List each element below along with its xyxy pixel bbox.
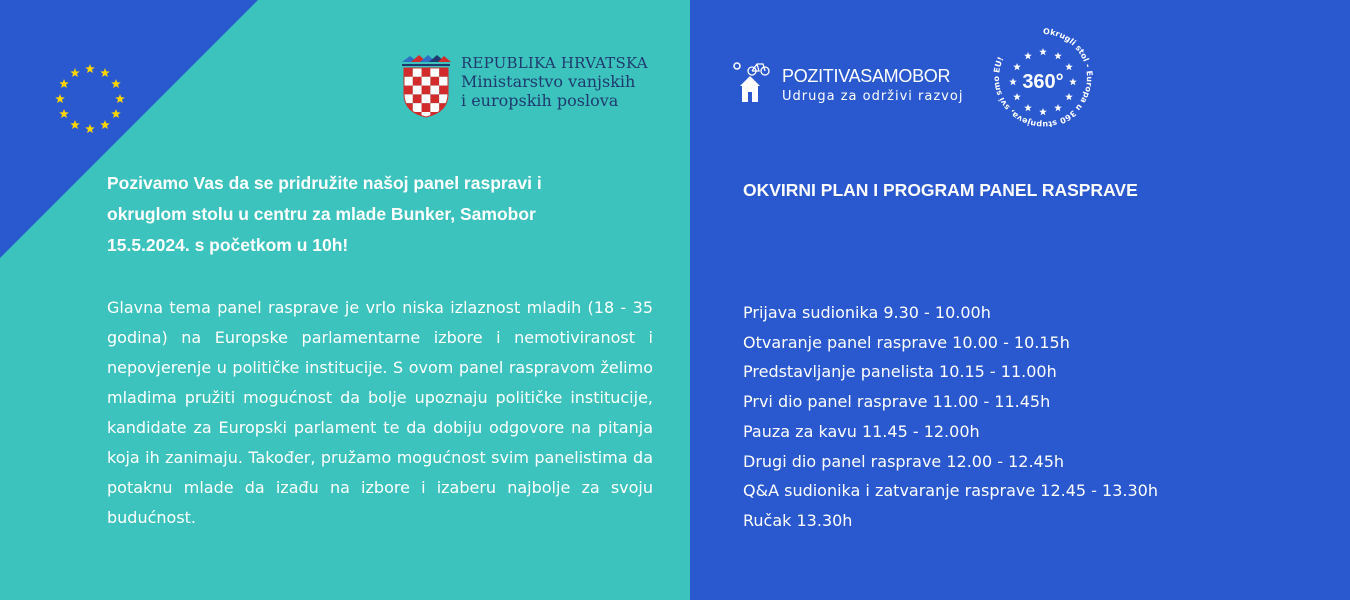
okrugli-stol-360-logo [993,28,1093,136]
program-item: Q&A sudionika i zatvaranje rasprave 12.45 - 13.30h [743,481,1158,501]
invitation-line: okruglom stolu u centru za mlade Bunker, Samobor [107,204,536,224]
program-title: OKVIRNI PLAN I PROGRAM PANEL RASPRAVE [743,180,1138,200]
ministry-name-line1: Ministarstvo vanjskih [461,72,636,91]
partner-tagline: Udruga za održivi razvoj [782,89,964,104]
invitation-line: Pozivamo Vas da se pridružite našoj panel raspravi i [107,173,542,193]
program-item: Ručak 13.30h [743,510,853,530]
ministry-name-line2: i europskih poslova [461,91,619,110]
program-item: Drugi dio panel rasprave 12.00 - 12.45h [743,451,1065,471]
program-item: Pauza za kavu 11.45 - 12.00h [743,421,980,441]
croatian-coat-of-arms-icon [400,54,452,118]
ministry-logo [400,54,680,124]
invitation-line: 15.5.2024. s početkom u 10h! [107,235,349,255]
logo-360-number: 360° [1022,71,1064,93]
invitation-heading [107,168,667,261]
program-item: Otvaranje panel rasprave 10.00 - 10.15h [743,332,1070,352]
program-item: Prijava sudionika 9.30 - 10.00h [743,303,991,322]
program-list [743,298,1158,536]
program-item: Predstavljanje panelista 10.15 - 11.00h [743,362,1057,382]
ring-text: Okrugli stol - ropa u 360 stupnjeva, svi sm EU! [993,28,1093,130]
ministry-country: REPUBLIKA HRVATSKA [461,54,648,72]
bicycle-house-icon [730,58,778,106]
program-item: Prvi dio panel rasprave 11.00 - 11.45h [743,392,1051,412]
description-paragraph: Glavna tema panel rasprave je vrlo niska izlaznost mladih (18 - 35 godina) na Europske parlamentarne izbore i nemotiviranost i nepovjerenje u političke institucije. S ovom panel raspravom želimo mladima pružiti mogućnost da bolje upoznaju političke institucije, kandidate za Europski parlament te da dobiju odgovore na pitanja koja ih zanimaju. Također, pružamo mogućnost svim panelistima da potaknu mlade da izađu na izbore i izaberu najbolje za svoju budućnost. [107,298,653,527]
partner-name: POZITIVASAMOBOR [782,66,951,86]
pozitiva-samobor-logo [730,58,990,118]
